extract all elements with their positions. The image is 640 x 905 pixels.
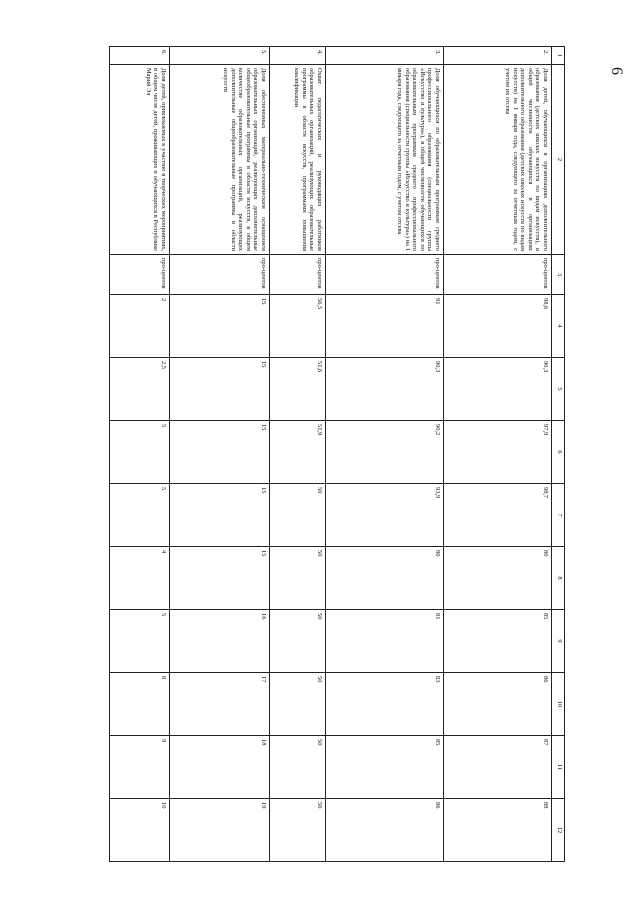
- row-number: 6.: [110, 47, 170, 65]
- value-cell: 18: [170, 736, 270, 799]
- value-cell: 15: [170, 358, 270, 421]
- column-number-header: 2: [552, 65, 565, 255]
- value-cell: 81: [326, 610, 444, 673]
- column-number-header: 12: [552, 799, 565, 862]
- header-row: [552, 47, 565, 862]
- value-cell: 5: [110, 610, 170, 673]
- value-cell: 15: [170, 295, 270, 358]
- page-number: 6: [608, 67, 625, 75]
- value-cell: 9: [110, 736, 170, 799]
- value-cell: 50: [270, 547, 326, 610]
- value-cell: 2,5: [110, 358, 170, 421]
- table-row: [170, 47, 270, 862]
- value-cell: 10: [110, 799, 170, 862]
- value-cell: 90,3: [444, 358, 552, 421]
- indicator-description: Охват педагогических и руководящих работников образовательных организаций, реализующих образовательные программы в области искусств, программами повышения квалификации: [270, 65, 326, 255]
- value-cell: 85: [326, 736, 444, 799]
- table-row: [444, 47, 552, 862]
- value-cell: 98,7: [444, 484, 552, 547]
- value-cell: 15: [170, 421, 270, 484]
- row-number: 5.: [170, 47, 270, 65]
- column-number-header: 11: [552, 736, 565, 799]
- value-cell: 15: [170, 547, 270, 610]
- table-row: [326, 47, 444, 862]
- value-cell: 83: [326, 673, 444, 736]
- value-cell: 90,3: [326, 358, 444, 421]
- value-cell: 50: [270, 484, 326, 547]
- row-number: 4.: [270, 47, 326, 65]
- indicator-description: Доля обеспеченных материально-техническим оснащением образовательных организаций, реализующих дополнительные общеобразовательные программы в области искусств, в общем количестве образовательных организаций, реализующих дополнительные общеобразовательные программы в области искусств: [170, 65, 270, 255]
- value-cell: 50: [270, 736, 326, 799]
- value-cell: 16: [170, 610, 270, 673]
- value-cell: 2: [110, 295, 170, 358]
- column-number-header: 9: [552, 610, 565, 673]
- value-cell: 56,5: [270, 295, 326, 358]
- column-number-header: 6: [552, 421, 565, 484]
- unit-cell: про-центов: [444, 255, 552, 295]
- rotated-table-container: [110, 46, 565, 860]
- value-cell: 50: [270, 673, 326, 736]
- value-cell: 86: [326, 799, 444, 862]
- value-cell: 19: [170, 799, 270, 862]
- row-number: 2.: [444, 47, 552, 65]
- unit-cell: про-центов: [170, 255, 270, 295]
- value-cell: 8: [110, 673, 170, 736]
- indicator-description: Доля детей, обучающихся в организациях дополнительного образования (детских школах искусств по видам искусств), в общей численности обучающихся в организациях дополнительного образования (детских школах искусств по видам искусств) на 1 января года, следующего за отчетным годом, с учетом их отсева: [444, 65, 552, 255]
- value-cell: 86: [444, 673, 552, 736]
- value-cell: 85: [444, 610, 552, 673]
- value-cell: 50: [270, 610, 326, 673]
- value-cell: 5: [110, 484, 170, 547]
- value-cell: 80: [326, 547, 444, 610]
- unit-cell: про-центов: [270, 255, 326, 295]
- indicator-description: Доля детей, привлекаемых к участию в творческих мероприятиях, в общем числе детей, проживающих и обучающихся в Республике Марий Эл: [110, 65, 170, 255]
- column-number-header: 4: [552, 295, 565, 358]
- value-cell: 17: [170, 673, 270, 736]
- column-number-header: 5: [552, 358, 565, 421]
- column-number-header: 1: [552, 47, 565, 65]
- value-cell: 15: [170, 484, 270, 547]
- value-cell: 80: [444, 547, 552, 610]
- value-cell: 93,9: [326, 484, 444, 547]
- indicators-table: [109, 46, 565, 862]
- value-cell: 5: [110, 421, 170, 484]
- column-number-header: 8: [552, 547, 565, 610]
- value-cell: 90,2: [326, 421, 444, 484]
- value-cell: 98,6: [444, 295, 552, 358]
- value-cell: 88: [444, 799, 552, 862]
- unit-cell: про-центов: [326, 255, 444, 295]
- value-cell: 87: [444, 736, 552, 799]
- column-number-header: 3: [552, 255, 565, 295]
- row-number: 3.: [326, 47, 444, 65]
- value-cell: 91: [326, 295, 444, 358]
- table-row: [110, 47, 170, 862]
- value-cell: 51,9: [270, 421, 326, 484]
- column-number-header: 7: [552, 484, 565, 547]
- unit-cell: про-центов: [110, 255, 170, 295]
- column-number-header: 10: [552, 673, 565, 736]
- value-cell: 50: [270, 799, 326, 862]
- value-cell: 4: [110, 547, 170, 610]
- value-cell: 97,9: [444, 421, 552, 484]
- value-cell: 51,6: [270, 358, 326, 421]
- indicator-description: Доля обучающихся по образовательным программам среднего профессионального образования (специальности группы «Искусство и культура»), в общей численности обучающихся по образовательным программам среднего профессионального образования (специальности группы «Искусство и культура») на 1 января года, следующего за отчетным годом, с учетом отсева: [326, 65, 444, 255]
- table-row: [270, 47, 326, 862]
